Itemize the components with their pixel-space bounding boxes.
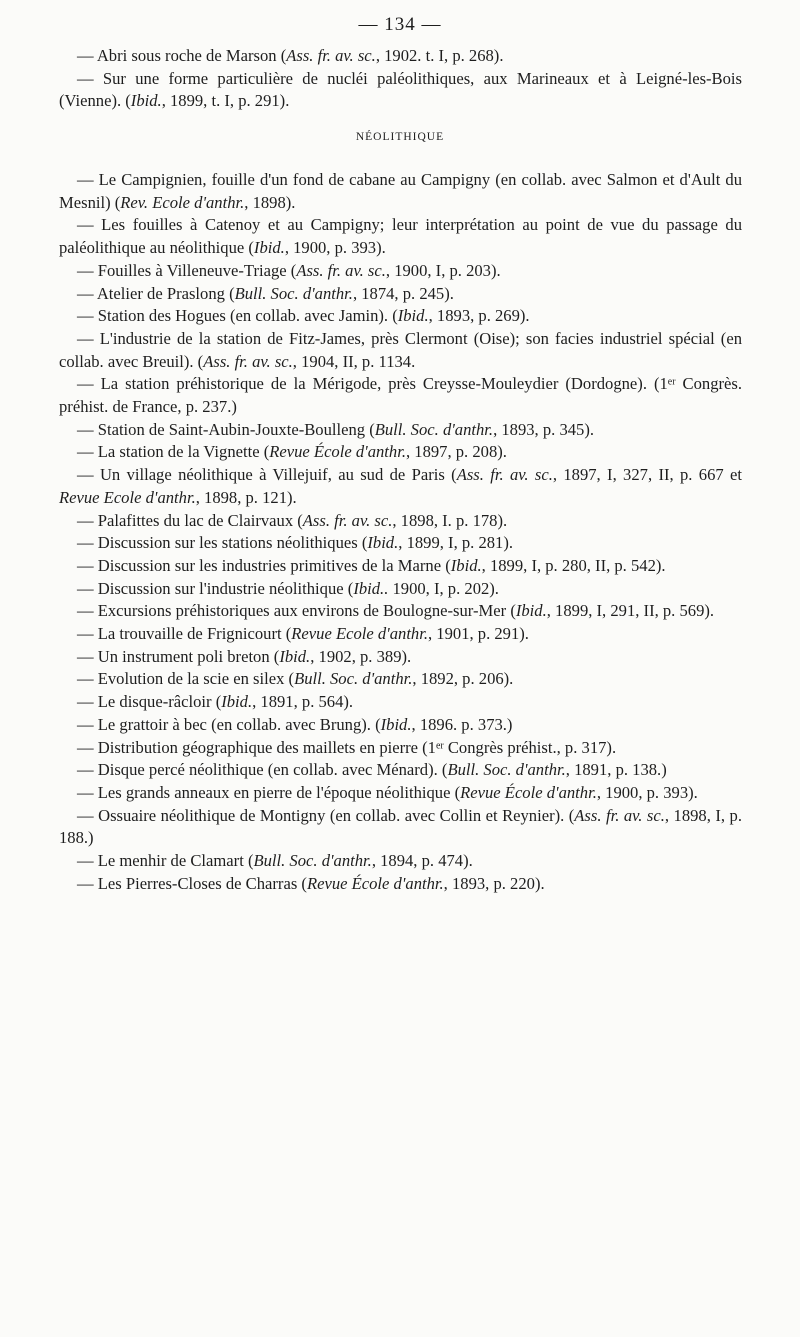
bibliography-entry: — Discussion sur l'industrie néolithique (Ibid.. 1900, I, p. 202). [77,578,499,598]
bibliography-entry: — Abri sous roche de Marson (Ass. fr. av. sc., 1902. t. I, p. 268). [77,46,504,65]
bibliography-entry: — Evolution de la scie en silex (Bull. Soc. d'anthr., 1892, p. 206). [77,669,514,689]
bibliography-entry: — Les fouilles à Catenoy et au Campigny; leur interprétation au point de vue du passage du paléolithique au néolithique (Ibid., 1900, p. 393). [59,215,742,258]
bibliography-entry: — Disque percé néolithique (en collab. avec Ménard). (Bull. Soc. d'anthr., 1891, p. 138.) [77,760,667,780]
bibliography-entry: — La station préhistorique de la Mérigode, près Creysse-Mouleydier (Dordogne). (1er Congrès. préhist. de France, p. 237.) [59,374,742,417]
bibliography-entry: — Ossuaire néolithique de Montigny (en collab. avec Collin et Reynier). (Ass. fr. av. sc., 1898, I, p. 188.) [59,805,742,848]
bibliography-entry: — Fouilles à Villeneuve-Triage (Ass. fr. av. sc., 1900, I, p. 203). [77,260,501,280]
bibliography-entry: — Les Pierres-Closes de Charras (Revue École d'anthr., 1893, p. 220). [77,873,545,893]
bibliography-entry: — Sur une forme particulière de nucléi paléolithiques, aux Marineaux et à Leigné-les-Bois (Vienne). (Ibid., 1899, t. I, p. 291). [59,68,742,111]
page-number: — 134 — [358,14,442,35]
bibliography-entry: — Discussion sur les stations néolithiques (Ibid., 1899, I, p. 281). [77,533,514,553]
bibliography-entry: — Le disque-râcloir (Ibid., 1891, p. 564). [77,692,354,712]
bibliography-entry: — Les grands anneaux en pierre de l'époque néolithique (Revue École d'anthr., 1900, p. 393). [77,782,698,802]
bibliography-entry: — Le menhir de Clamart (Bull. Soc. d'anthr., 1894, p. 474). [77,851,473,871]
bibliography-entry: — Station des Hogues (en collab. avec Jamin). (Ibid., 1893, p. 269). [77,306,530,326]
bibliography-entry: — La trouvaille de Frignicourt (Revue Ecole d'anthr., 1901, p. 291). [77,624,529,644]
bibliography-entry: — Station de Saint-Aubin-Jouxte-Boulleng (Bull. Soc. d'anthr., 1893, p. 345). [77,419,595,439]
bibliography-entry: — Discussion sur les industries primitives de la Marne (Ibid., 1899, I, p. 280, II, p. 542). [77,555,666,575]
bibliography-entry: — L'industrie de la station de Fitz-James, près Clermont (Oise); son facies industriel spécial (en collab. avec Breuil). (Ass. fr. av. sc., 1904, II, p. 1134. [59,328,742,371]
section-title: NÉOLITHIQUE [355,131,445,143]
bibliography-entry: — Palafittes du lac de Clairvaux (Ass. fr. av. sc., 1898, I. p. 178). [77,510,508,530]
bibliography-entry: — Le Campignien, fouille d'un fond de cabane au Campigny (en collab. avec Salmon et d'Ault du Mesnil) (Rev. Ecole d'anthr., 1898). [59,170,742,212]
bibliography-entry: — Excursions préhistoriques aux environs de Boulogne-sur-Mer (Ibid., 1899, I, 291, II, p. 569). [77,601,715,621]
bibliography-entry: — Le grattoir à bec (en collab. avec Brung). (Ibid., 1896. p. 373.) [77,714,513,734]
bibliography-entry: — Un instrument poli breton (Ibid., 1902, p. 389). [77,646,412,666]
bibliography-entry: — Un village néolithique à Villejuif, au sud de Paris (Ass. fr. av. sc., 1897, I, 327, II, p. 667 et Revue Ecole d'anthr., 1898, p. 121). [59,465,742,507]
bibliography-entry: — Distribution géographique des maillets en pierre (1er Congrès préhist., p. 317). [77,737,617,757]
top-entry-list [59,45,742,113]
bibliography-entry: — La station de la Vignette (Revue École d'anthr., 1897, p. 208). [77,442,507,462]
bibliography-entry: — Atelier de Praslong (Bull. Soc. d'anthr., 1874, p. 245). [77,283,454,303]
entry-list [59,169,742,896]
